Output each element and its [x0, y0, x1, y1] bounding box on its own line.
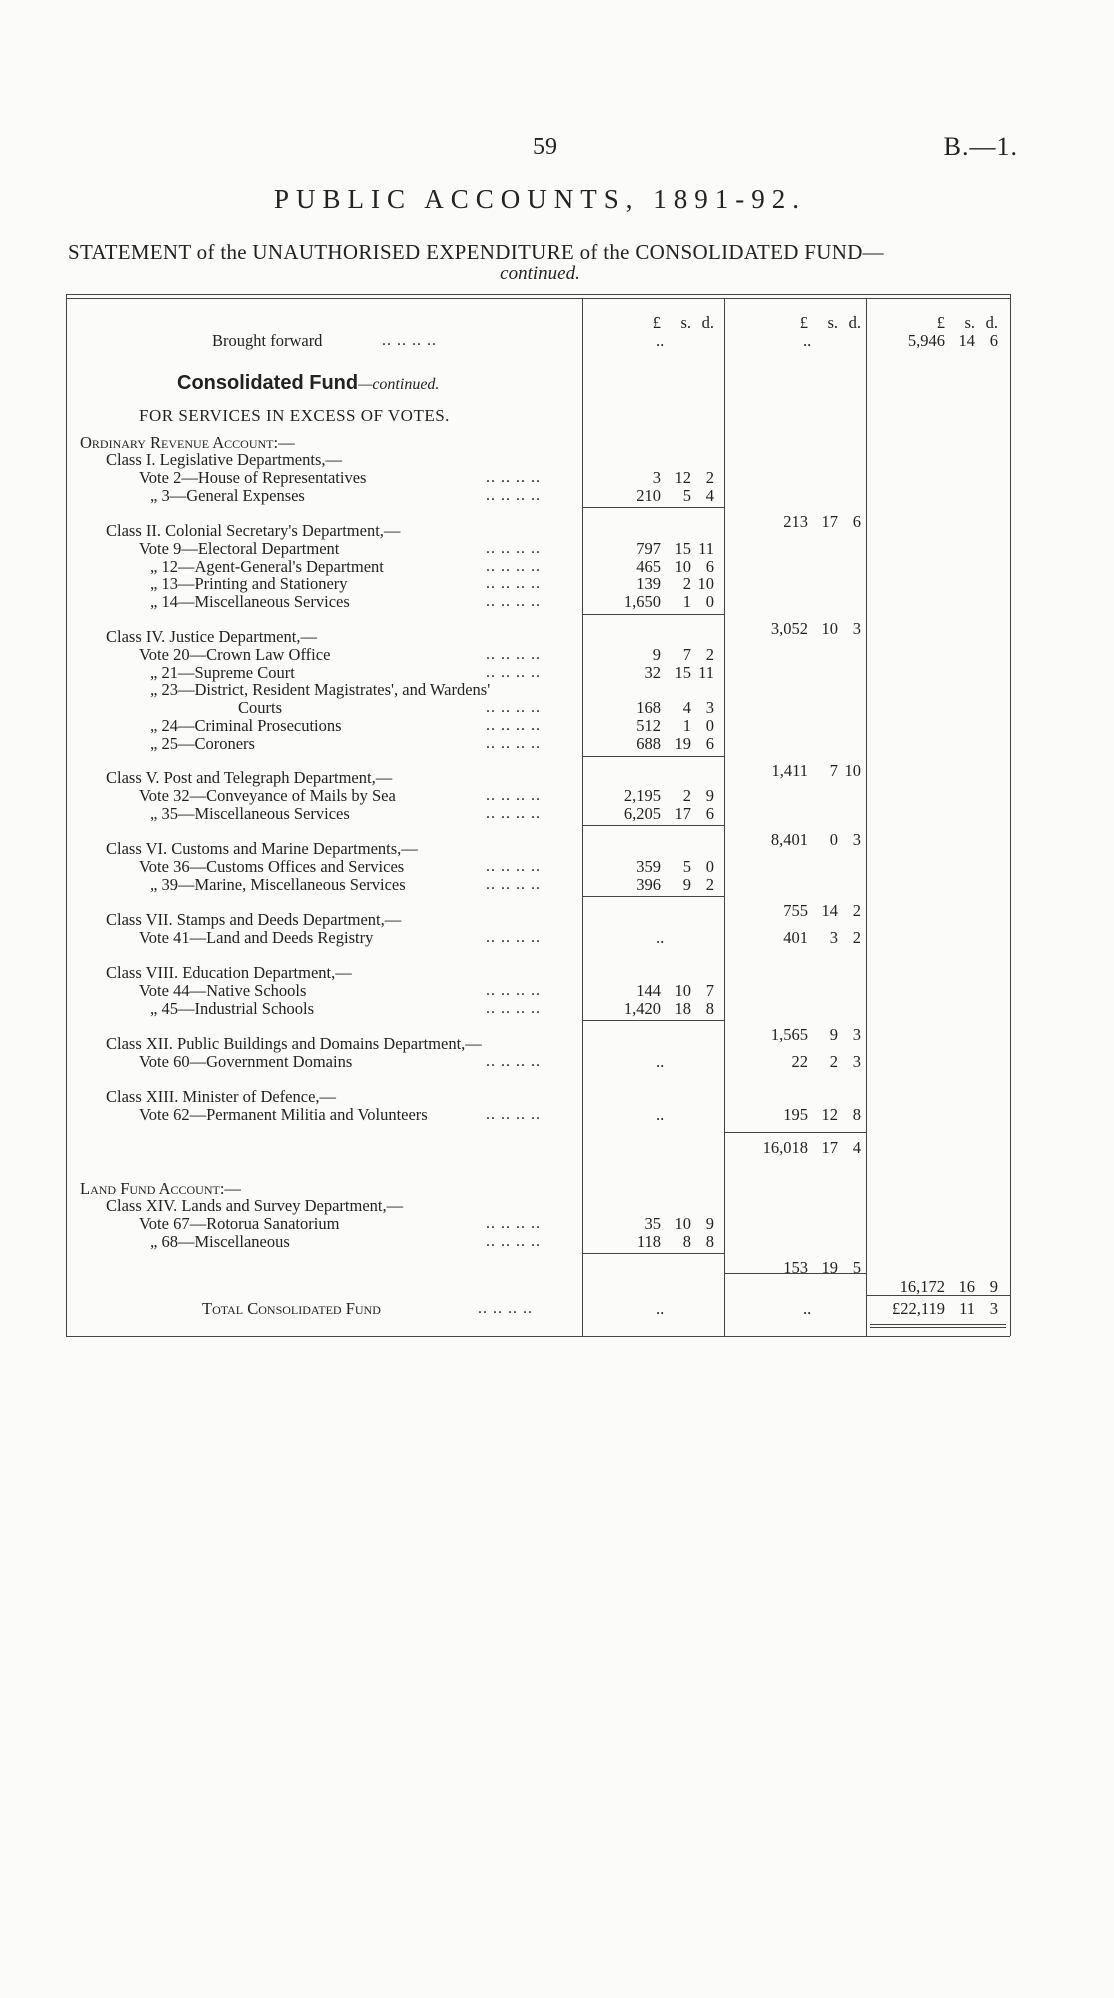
- vote-label: „ 25—Coroners: [150, 733, 255, 753]
- amount-shillings: 4: [682, 698, 691, 718]
- leader-dots: .. .. .. ..: [486, 804, 541, 822]
- vote-label: „ 13—Printing and Stationery: [150, 574, 348, 594]
- vote-label: Vote 9—Electoral Department: [139, 538, 340, 558]
- vote-label: „ 23—District, Resident Magistrates', and Wardens': [150, 680, 491, 700]
- amount-shillings: 14: [958, 331, 975, 350]
- vote-amount: [554, 805, 714, 823]
- vote-amount: [554, 575, 714, 593]
- leader-dots: .. .. .. ..: [486, 717, 541, 734]
- amount-pence: 3: [852, 1025, 861, 1045]
- amount-shillings: 15: [674, 538, 691, 558]
- header-pounds: £: [799, 313, 808, 332]
- land-account-heading: Land Fund Account:—: [80, 1179, 241, 1198]
- amount-pence: 7: [705, 980, 714, 1000]
- amount-pounds: 1,650: [623, 592, 661, 612]
- grand-total-double-rule-2: [870, 1327, 1006, 1328]
- amount-pence: 3: [705, 698, 714, 718]
- amount-shillings: 5: [682, 485, 691, 505]
- subtotal-rule: [582, 756, 724, 757]
- empty-amount: ..: [656, 1051, 665, 1071]
- column-rule: [866, 298, 867, 1336]
- leader-dots: .. .. .. ..: [486, 928, 541, 946]
- leader-dots: .. .. .. ..: [486, 557, 541, 575]
- class-label: Class IV. Justice Department,—: [106, 627, 317, 646]
- amount-pence: 3: [852, 619, 861, 638]
- amount-pence: 6: [705, 803, 714, 823]
- amount-pence: 3: [852, 830, 861, 850]
- amount-shillings: 1: [682, 592, 691, 612]
- amount-pounds: 35: [644, 1214, 661, 1233]
- amount-pounds: 3: [652, 467, 661, 487]
- header-pounds: £: [652, 313, 661, 332]
- leader-dots: .. .. .. ..: [486, 1052, 541, 1070]
- amount-pounds: 1,411: [771, 760, 808, 780]
- leader-dots: .. .. .. ..: [486, 645, 541, 663]
- grand-total-label: Total Consolidated Fund: [202, 1299, 381, 1318]
- amount-shillings: 11: [959, 1299, 975, 1318]
- amount-shillings: 10: [821, 619, 838, 638]
- leader-dots: .. .. .. ..: [486, 981, 541, 999]
- vote-amount: [554, 469, 714, 487]
- continued-label: continued.: [500, 263, 580, 284]
- amount-pounds: 213: [783, 512, 808, 532]
- leader-dots: .. .. .. ..: [486, 539, 541, 557]
- amount-pounds: 8,401: [770, 830, 808, 850]
- fund-heading: [177, 372, 439, 395]
- vote-label: Vote 36—Customs Offices and Services: [139, 856, 405, 876]
- amount-pounds: 16,018: [762, 1138, 808, 1157]
- table-right-rule: [1010, 294, 1011, 1336]
- amount-shillings: 9: [682, 874, 691, 894]
- vote-amount: [554, 487, 714, 505]
- subtotal-rule: [582, 896, 724, 897]
- header-shillings: s.: [680, 313, 691, 332]
- empty-amount: ..: [803, 1299, 812, 1318]
- vote-amount: [554, 646, 714, 664]
- vote-amount: [554, 787, 714, 805]
- amount-pence: 4: [852, 1138, 861, 1157]
- amount-pence: 0: [705, 592, 714, 612]
- leader-dots: .. .. .. ..: [486, 1232, 541, 1250]
- amount-pence: 2: [705, 467, 714, 487]
- amount-pounds: 5,946: [907, 331, 945, 350]
- class-subtotal: [701, 762, 861, 780]
- amount-shillings: 17: [821, 512, 838, 532]
- amount-pounds: 1,565: [770, 1025, 808, 1045]
- empty-amount: ..: [803, 331, 812, 350]
- amount-shillings: 7: [682, 644, 691, 664]
- amount-shillings: 15: [674, 662, 691, 682]
- class-subtotal: [701, 620, 861, 638]
- empty-amount: ..: [656, 1104, 665, 1124]
- amount-shillings: 17: [821, 1138, 838, 1157]
- amount-shillings: 9: [829, 1025, 838, 1045]
- amount-pounds: 153: [783, 1257, 808, 1277]
- vote-label: „ 39—Marine, Miscellaneous Services: [150, 874, 406, 894]
- amount-pence: 2: [705, 644, 714, 664]
- vote-label: „ 45—Industrial Schools: [150, 998, 315, 1018]
- amount-pounds: 210: [636, 485, 661, 505]
- amount-pence: 8: [852, 1104, 861, 1124]
- amount-pence: 3: [852, 1051, 861, 1071]
- amount-pounds: 168: [636, 698, 661, 718]
- amount-pence: 0: [705, 716, 714, 735]
- statement-heading: STATEMENT of the UNAUTHORISED EXPENDITURE of the CONSOLIDATED FUND—: [68, 240, 884, 264]
- vote-amount: [554, 876, 714, 894]
- vote-amount: [554, 699, 714, 717]
- vote-label: Vote 20—Crown Law Office: [139, 644, 331, 664]
- class-label: Class XIII. Minister of Defence,—: [106, 1087, 337, 1106]
- class-label: Class I. Legislative Departments,—: [106, 450, 342, 469]
- class-subtotal: [701, 929, 861, 947]
- header-pence: d.: [701, 313, 714, 332]
- vote-label: Vote 60—Government Domains: [139, 1051, 353, 1071]
- amount-pence: 11: [698, 538, 714, 558]
- class-subtotal: [701, 1259, 861, 1277]
- amount-pence: 8: [705, 998, 714, 1018]
- vote-amount: [554, 1000, 714, 1018]
- vote-amount: [554, 982, 714, 1000]
- fund-heading-main: Consolidated Fund: [177, 372, 359, 394]
- services-total: [838, 1278, 998, 1296]
- header-shillings: s.: [827, 313, 838, 332]
- subtotal-rule: [582, 1253, 724, 1254]
- subtotal-rule: [582, 614, 724, 615]
- amount-pounds: 396: [636, 874, 661, 894]
- amount-pence: 2: [852, 927, 861, 947]
- leader-dots: .. .. .. ..: [382, 332, 437, 349]
- amount-pence: 2: [852, 901, 861, 921]
- amount-pounds: £22,119: [891, 1299, 945, 1318]
- amount-pence: 9: [705, 1214, 714, 1233]
- amount-pence: 11: [698, 662, 714, 682]
- amount-pounds: 359: [636, 856, 661, 876]
- amount-pence: 8: [705, 1231, 714, 1251]
- subtotal-rule: [582, 507, 724, 508]
- amount-shillings: 8: [682, 1231, 691, 1251]
- vote-amount: [554, 1233, 714, 1251]
- vote-label: „ 3—General Expenses: [150, 485, 305, 505]
- amount-pounds: 9: [652, 644, 661, 664]
- brought-forward-label: Brought forward: [212, 331, 323, 350]
- amount-pounds: 195: [783, 1104, 808, 1124]
- vote-amount: [554, 664, 714, 682]
- ordinary-account-heading: Ordinary Revenue Account:—: [80, 433, 295, 452]
- table-left-rule: [66, 294, 67, 1336]
- amount-pounds: 755: [783, 901, 808, 921]
- column-header-col2: [701, 314, 861, 332]
- amount-shillings: 7: [829, 760, 838, 780]
- class-label: Class VIII. Education Department,—: [106, 963, 352, 982]
- table-top-rule: [66, 294, 1010, 295]
- amount-pounds: 32: [644, 662, 661, 682]
- amount-shillings: 10: [674, 980, 691, 1000]
- amount-pence: 6: [989, 331, 998, 350]
- brought-forward-total: [838, 332, 998, 350]
- ordinary-total-rule: [724, 1132, 866, 1133]
- class-label: Class II. Colonial Secretary's Department,—: [106, 521, 401, 540]
- vote-amount: [554, 858, 714, 876]
- document-reference: B.—1.: [943, 132, 1018, 161]
- vote-label: „ 35—Miscellaneous Services: [150, 803, 350, 823]
- amount-shillings: 10: [674, 556, 691, 576]
- empty-amount: ..: [656, 1299, 665, 1318]
- amount-pounds: 401: [783, 927, 808, 947]
- header-shillings: s.: [964, 313, 975, 332]
- leader-dots: .. .. .. ..: [486, 1215, 541, 1232]
- services-heading: FOR SERVICES IN EXCESS OF VOTES.: [139, 406, 450, 425]
- amount-pence: 0: [705, 856, 714, 876]
- column-header-col3: [838, 314, 998, 332]
- amount-shillings: 16: [958, 1276, 975, 1296]
- leader-dots: .. .. .. ..: [486, 663, 541, 681]
- vote-amount: [554, 540, 714, 558]
- fund-heading-suffix: —continued.: [358, 376, 440, 393]
- amount-shillings: 18: [674, 998, 691, 1018]
- class-subtotal: [701, 1026, 861, 1044]
- vote-label: „ 24—Criminal Prosecutions: [150, 716, 342, 735]
- vote-amount: [554, 717, 714, 735]
- expenditure-table: [66, 294, 1010, 1340]
- amount-pence: 4: [705, 485, 714, 505]
- amount-shillings: 12: [821, 1104, 838, 1124]
- amount-pence: 5: [852, 1257, 861, 1277]
- amount-pence: 3: [989, 1299, 998, 1318]
- amount-pence: 9: [705, 785, 714, 805]
- amount-pence: 6: [705, 733, 714, 753]
- class-label: Class XII. Public Buildings and Domains Department,—: [106, 1034, 482, 1053]
- leader-dots: .. .. .. ..: [486, 786, 541, 804]
- class-subtotal: [701, 1053, 861, 1071]
- amount-shillings: 19: [821, 1257, 838, 1277]
- vote-label: „ 21—Supreme Court: [150, 662, 295, 682]
- empty-amount: ..: [656, 927, 665, 947]
- page-number: 59: [533, 134, 557, 160]
- services-total-rule: [724, 1273, 866, 1274]
- amount-pounds: 2,195: [623, 785, 661, 805]
- amount-shillings: 19: [674, 733, 691, 753]
- amount-shillings: 12: [674, 467, 691, 487]
- vote-label: Vote 62—Permanent Militia and Volunteers: [139, 1104, 428, 1124]
- amount-shillings: 17: [674, 803, 691, 823]
- amount-pence: 10: [697, 574, 714, 594]
- amount-pounds: 22: [791, 1051, 808, 1071]
- vote-label: Vote 67—Rotorua Sanatorium: [139, 1214, 340, 1233]
- subtotal-rule: [582, 825, 724, 826]
- vote-label: „ 68—Miscellaneous: [150, 1231, 290, 1251]
- column-rule: [724, 298, 725, 1336]
- vote-amount: [554, 1215, 714, 1233]
- leader-dots: .. .. .. ..: [478, 1300, 533, 1317]
- vote-label: „ 12—Agent-General's Department: [150, 556, 384, 576]
- vote-label: Vote 41—Land and Deeds Registry: [139, 927, 374, 947]
- amount-pence: 9: [989, 1276, 998, 1296]
- class-label: Class XIV. Lands and Survey Department,—: [106, 1196, 404, 1215]
- class-label: Class VII. Stamps and Deeds Department,—: [106, 910, 402, 929]
- empty-amount: ..: [656, 331, 665, 350]
- amount-pence: 6: [852, 512, 861, 532]
- vote-amount: [554, 558, 714, 576]
- amount-shillings: 2: [682, 574, 691, 594]
- class-subtotal: [701, 902, 861, 920]
- class-subtotal: [701, 1106, 861, 1124]
- header-pence: d.: [848, 313, 861, 332]
- amount-pounds: 797: [636, 538, 661, 558]
- leader-dots: .. .. .. ..: [486, 734, 541, 752]
- vote-label: Vote 44—Native Schools: [139, 980, 307, 1000]
- leader-dots: .. .. .. ..: [486, 1105, 541, 1123]
- grand-total-double-rule-1: [870, 1324, 1006, 1325]
- leader-dots: .. .. .. ..: [486, 857, 541, 875]
- amount-shillings: 10: [674, 1214, 691, 1233]
- amount-shillings: 2: [682, 785, 691, 805]
- vote-label-cont: Courts: [238, 698, 283, 718]
- amount-pence: 10: [844, 760, 861, 780]
- column-header-col1: [554, 314, 714, 332]
- header-pence: d.: [985, 313, 998, 332]
- amount-pounds: 688: [636, 733, 661, 753]
- amount-pence: 6: [705, 556, 714, 576]
- vote-label: „ 14—Miscellaneous Services: [150, 592, 350, 612]
- amount-shillings: 3: [829, 927, 838, 947]
- header-pounds: £: [936, 313, 945, 332]
- amount-shillings: 14: [821, 901, 838, 921]
- leader-dots: .. .. .. ..: [486, 486, 541, 504]
- leader-dots: .. .. .. ..: [486, 699, 541, 717]
- grand-total-rule-top: [866, 1295, 1010, 1296]
- amount-pounds: 3,052: [770, 619, 808, 638]
- amount-pounds: 144: [636, 980, 661, 1000]
- table-top-rule-inner: [66, 298, 1010, 299]
- leader-dots: .. .. .. ..: [486, 468, 541, 486]
- ordinary-revenue-total: [701, 1139, 861, 1157]
- amount-shillings: 5: [682, 856, 691, 876]
- amount-pounds: 1,420: [623, 998, 661, 1018]
- vote-label: Vote 32—Conveyance of Mails by Sea: [139, 785, 396, 805]
- vote-amount: [554, 593, 714, 611]
- class-label: Class VI. Customs and Marine Departments,—: [106, 839, 418, 858]
- subtotal-rule: [582, 1020, 724, 1021]
- amount-pounds: 512: [636, 716, 661, 735]
- leader-dots: .. .. .. ..: [486, 875, 541, 893]
- leader-dots: .. .. .. ..: [486, 999, 541, 1017]
- amount-pounds: 139: [636, 574, 661, 594]
- amount-pence: 2: [705, 874, 714, 894]
- amount-shillings: 2: [829, 1051, 838, 1071]
- amount-shillings: 1: [682, 716, 691, 735]
- amount-pounds: 6,205: [623, 803, 661, 823]
- amount-pounds: 118: [636, 1231, 661, 1251]
- amount-pounds: 16,172: [899, 1276, 945, 1296]
- class-subtotal: [701, 831, 861, 849]
- grand-total-value: [838, 1300, 998, 1318]
- class-subtotal: [701, 513, 861, 531]
- class-label: Class V. Post and Telegraph Department,—: [106, 768, 393, 787]
- leader-dots: .. .. .. ..: [486, 575, 541, 593]
- amount-pounds: 465: [636, 556, 661, 576]
- table-bottom-rule: [66, 1336, 1010, 1337]
- page-title: PUBLIC ACCOUNTS, 1891-92.: [273, 184, 807, 214]
- leader-dots: .. .. .. ..: [486, 593, 541, 611]
- vote-amount: [554, 735, 714, 753]
- amount-shillings: 0: [829, 830, 838, 850]
- vote-label: Vote 2—House of Representatives: [139, 467, 367, 487]
